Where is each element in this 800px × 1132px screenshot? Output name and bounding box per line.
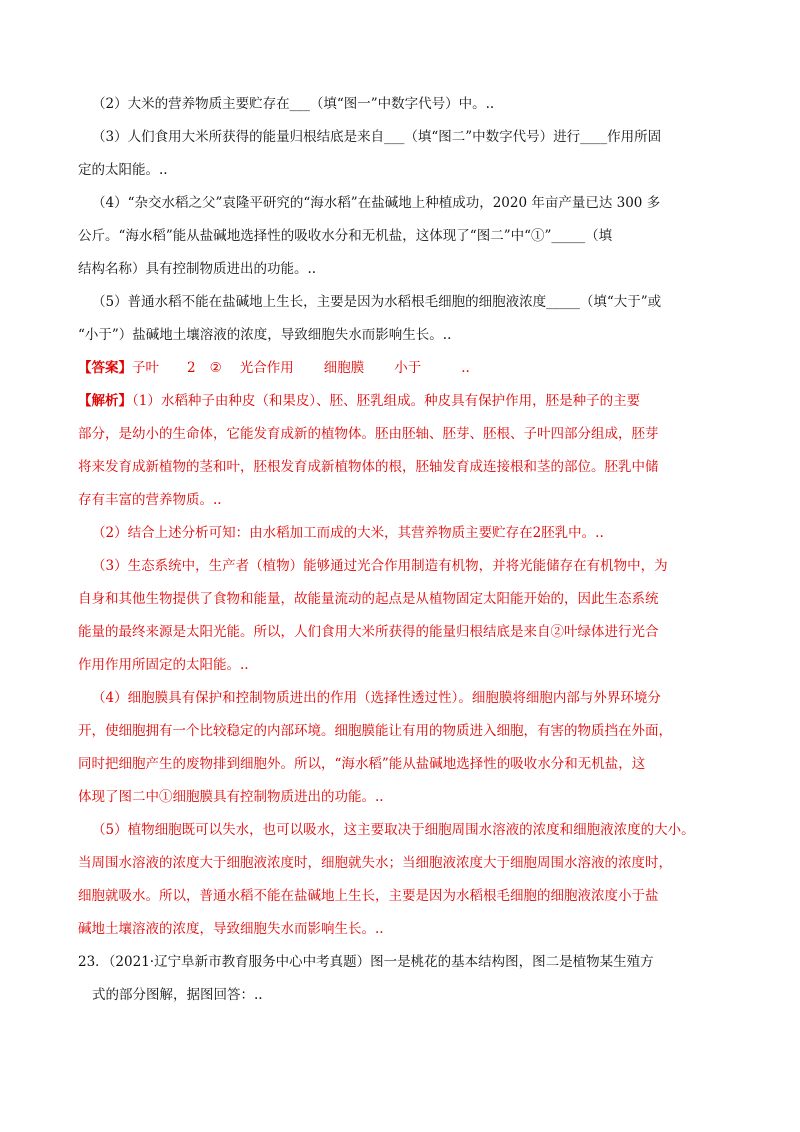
analysis-p2: （2）结合上述分析可知：由水稻加工而成的大米，其营养物质主要贮存在2胚乳中。.. — [92, 525, 604, 541]
analysis-p1-line-3: 将来发育成新植物的茎和叶，胚根发育成新植物体的根，胚轴发育成连接根和茎的部位。胚乳中储 — [78, 459, 659, 475]
analysis-p3-line-4: 作用作用所固定的太阳能。.. — [78, 657, 249, 673]
answer-item: .. — [461, 360, 470, 376]
question-part-4-line-3: 结构名称）具有控制物质进出的功能。.. — [78, 261, 317, 277]
answer-item: 子叶 — [132, 360, 159, 376]
question-part-2: （2）大米的营养物质主要贮存在___（填“图一”中数字代号）中。.. — [92, 96, 495, 112]
answer-item: 小于 — [394, 360, 422, 376]
analysis-p4-line-4: 体现了图二中①细胞膜具有控制物质进出的功能。.. — [78, 789, 384, 805]
question-23-line-2: 式的部分图解，据图回答：.. — [92, 987, 263, 1003]
analysis-p5-line-1: （5）植物细胞既可以失水，也可以吸水，这主要取决于细胞周围水溶液的浓度和细胞液浓度的大小。 — [92, 822, 695, 838]
analysis-p5-line-3: 细胞就吸水。所以，普通水稻不能在盐碱地上生长，主要是因为水稻根毛细胞的细胞液浓度小于盐 — [78, 888, 659, 904]
question-23-line-1: 23．（2021·辽宁阜新市教育服务中心中考真题）图一是桃花的基本结构图，图二是植物某生殖方 — [78, 954, 654, 970]
analysis-p4-line-2: 开，使细胞拥有一个比较稳定的内部环境。细胞膜能让有用的物质进入细胞，有害的物质挡在外面， — [78, 723, 672, 739]
answer-item: 光合作用 — [239, 360, 294, 376]
question-part-3-line-1: （3）人们食用大米所获得的能量归根结底是来自___（填“图二”中数字代号）进行____作用所固 — [92, 129, 662, 145]
analysis-p1-line-1 — [78, 391, 640, 411]
analysis-p3-line-3: 能量的最终来源是太阳光能。所以，人们食用大米所获得的能量归根结底是来自②叶绿体进行光合 — [78, 624, 659, 640]
answer-label: 【答案】 — [78, 360, 132, 376]
answer-line — [78, 358, 470, 378]
analysis-p5-line-2: 当周围水溶液的浓度大于细胞液浓度时，细胞就失水；当细胞液浓度大于细胞周围水溶液的浓度时， — [78, 855, 672, 871]
analysis-p1-line-4: 存有丰富的营养物质。.. — [78, 492, 222, 508]
answer-item: ② — [209, 360, 222, 376]
question-part-4-line-1: （4）“杂交水稻之父”袁隆平研究的“海水稻”在盐碱地上种植成功，2020 年亩产量已达 300 多 — [92, 195, 661, 211]
analysis-p3-line-1: （3）生态系统中，生产者（植物）能够通过光合作用制造有机物，并将光能储存在有机物中，为 — [92, 558, 668, 574]
analysis-label: 【解析】 — [78, 393, 132, 409]
answer-item: 细胞膜 — [323, 360, 365, 376]
analysis-p1-line-2: 部分，是幼小的生命体，它能发育成新的植物体。胚由胚轴、胚芽、胚根、子叶四部分组成，胚芽 — [78, 426, 659, 442]
analysis-p5-line-4: 碱地土壤溶液的浓度，导致细胞失水而影响生长。.. — [78, 921, 384, 937]
analysis-p4-line-1: （4）细胞膜具有保护和控制物质进出的作用（选择性透过性）。细胞膜将细胞内部与外界环境分 — [92, 690, 661, 706]
question-part-3-line-2: 定的太阳能。.. — [78, 162, 168, 178]
question-part-4-line-2: 公斤。“海水稻”能从盐碱地选择性的吸收水分和无机盐，这体现了“图二”中“①”_____（填 — [78, 228, 613, 244]
analysis-p3-line-2: 自身和其他生物提供了食物和能量，故能量流动的起点是从植物固定太阳能开始的，因此生态系统 — [78, 591, 659, 607]
answer-item: 2 — [187, 360, 196, 376]
question-part-5-line-2: “小于”）盐碱地土壤溶液的浓度，导致细胞失水而影响生长。.. — [78, 327, 452, 343]
analysis-text: （1）水稻种子由种皮（和果皮）、胚、胚乳组成。种皮具有保护作用，胚是种子的主要 — [132, 393, 641, 409]
analysis-p4-line-3: 同时把细胞产生的废物排到细胞外。所以，“海水稻”能从盐碱地选择性的吸收水分和无机盐，这 — [78, 756, 646, 772]
question-part-5-line-1: （5）普通水稻不能在盐碱地上生长，主要是因为水稻根毛细胞的细胞液浓度_____（填“大于”或 — [92, 294, 662, 310]
